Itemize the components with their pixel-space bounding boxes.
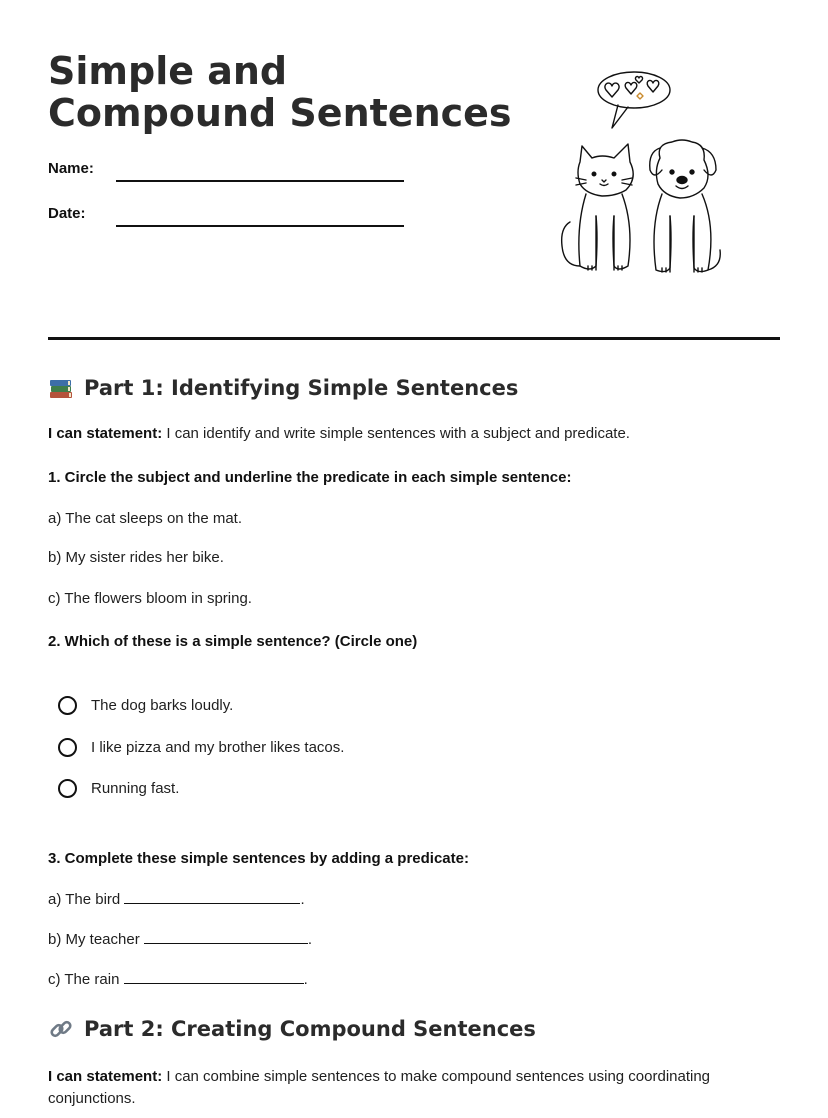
q3-item-c: c) The rain .: [48, 971, 308, 988]
name-label: Name:: [48, 160, 94, 177]
part1-statement-label: I can statement:: [48, 425, 163, 442]
q3-item-b: b) My teacher .: [48, 931, 313, 948]
q1-item-c: c) The flowers bloom in spring.: [48, 590, 252, 607]
part1-heading: [48, 375, 518, 401]
q2-option-3[interactable]: [58, 779, 179, 798]
speech-bubble-icon: [598, 72, 670, 128]
cat-icon: [562, 144, 634, 270]
part2-statement-label: I can statement:: [48, 1068, 163, 1085]
q3-answer-blank-c[interactable]: [124, 969, 304, 984]
q1-item-b: b) My sister rides her bike.: [48, 549, 224, 566]
cat-dog-illustration: [556, 66, 726, 278]
part1-statement-text: I can identify and write simple sentences with a subject and predicate.: [162, 425, 630, 442]
part2-statement-text: I can combine simple sentences to make compound sentences using coordinating conjunctions.: [48, 1068, 711, 1107]
radio-circle-icon[interactable]: [58, 696, 77, 715]
part2-statement: [48, 1066, 768, 1110]
q2-option-1-label: The dog barks loudly.: [91, 697, 234, 714]
part2-heading-text: Part 2: Creating Compound Sentences: [84, 1017, 536, 1041]
q2-option-2[interactable]: [58, 738, 344, 757]
books-icon: [48, 375, 74, 401]
q2-option-3-label: Running fast.: [91, 780, 180, 797]
q2-option-2-label: I like pizza and my brother likes tacos.: [91, 739, 345, 756]
radio-circle-icon[interactable]: [58, 779, 77, 798]
section-divider: [48, 337, 780, 340]
part1-statement: [48, 423, 630, 445]
radio-circle-icon[interactable]: [58, 738, 77, 757]
link-icon: [48, 1016, 74, 1042]
q3-item-a: a) The bird .: [48, 891, 305, 908]
q1-item-a: a) The cat sleeps on the mat.: [48, 510, 242, 527]
date-label: Date:: [48, 205, 86, 222]
q2-prompt: 2. Which of these is a simple sentence? (Circle one): [48, 633, 418, 650]
part2-heading: [48, 1016, 536, 1042]
page-title: Simple and Compound Sentences: [48, 49, 512, 135]
dog-icon: [650, 140, 721, 272]
q3-answer-blank-b[interactable]: [144, 929, 308, 944]
date-field[interactable]: [116, 225, 404, 227]
q3-answer-blank-a[interactable]: [124, 889, 300, 904]
q3-prompt: 3. Complete these simple sentences by adding a predicate:: [48, 850, 469, 867]
part1-heading-text: Part 1: Identifying Simple Sentences: [84, 376, 519, 400]
name-field[interactable]: [116, 180, 404, 182]
q2-option-1[interactable]: [58, 696, 233, 715]
q1-prompt: 1. Circle the subject and underline the predicate in each simple sentence:: [48, 469, 572, 486]
